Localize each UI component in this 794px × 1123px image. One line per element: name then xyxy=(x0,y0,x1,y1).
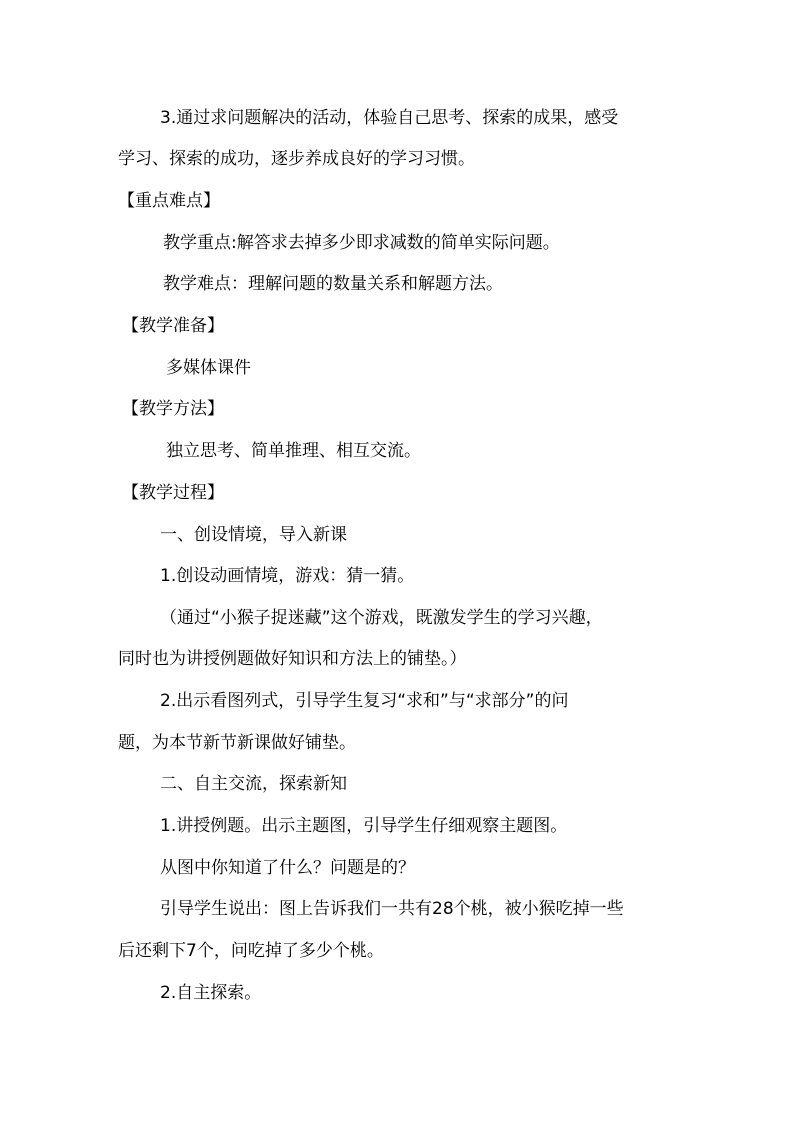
process-note-line-2: 同时也为讲授例题做好知识和方法上的铺垫。） xyxy=(118,649,467,669)
teaching-difficult-point: 教学难点：理解问题的数量关系和解题方法。 xyxy=(163,274,503,294)
section-heading-key-difficult: 【重点难点】 xyxy=(118,191,220,211)
section-heading-preparation: 【教学准备】 xyxy=(122,316,224,336)
process-example-1: 1.讲授例题。出示主题图，引导学生仔细观察主题图。 xyxy=(160,816,568,836)
teaching-key-point: 教学重点:解答求去掉多少即求减数的简单实际问题。 xyxy=(163,233,560,253)
objective-3-line-1: 3.通过求问题解决的活动，体验自己思考、探索的成果，感受 xyxy=(160,108,619,128)
section-heading-process: 【教学过程】 xyxy=(122,483,224,503)
process-step-1-heading: 一、创设情境，导入新课 xyxy=(160,525,347,545)
process-note-line-1: （通过“小猴子捉迷藏”这个游戏，既激发学生的学习兴趣， xyxy=(160,608,603,628)
preparation-content: 多媒体课件 xyxy=(166,358,251,378)
process-guide-line-1: 引导学生说出：图上告诉我们一共有28个桃，被小猴吃掉一些 xyxy=(160,899,624,919)
process-item-self-explore: 2.自主探索。 xyxy=(160,983,262,1003)
process-step-2-heading: 二、自主交流，探索新知 xyxy=(160,774,347,794)
process-item-2-line-1: 2.出示看图列式，引导学生复习“求和”与“求部分”的问 xyxy=(160,691,569,711)
method-content: 独立思考、简单推理、相互交流。 xyxy=(166,441,421,461)
process-guide-line-2: 后还剩下7个，问吃掉了多少个桃。 xyxy=(118,941,384,961)
objective-3-line-2: 学习、探索的成功，逐步养成良好的学习习惯。 xyxy=(118,149,475,169)
process-question: 从图中你知道了什么？问题是的？ xyxy=(160,858,415,878)
process-item-1: 1.创设动画情境，游戏：猜一猜。 xyxy=(160,566,415,586)
process-item-2-line-2: 题，为本节新节新课做好铺垫。 xyxy=(118,733,356,753)
section-heading-method: 【教学方法】 xyxy=(122,399,224,419)
